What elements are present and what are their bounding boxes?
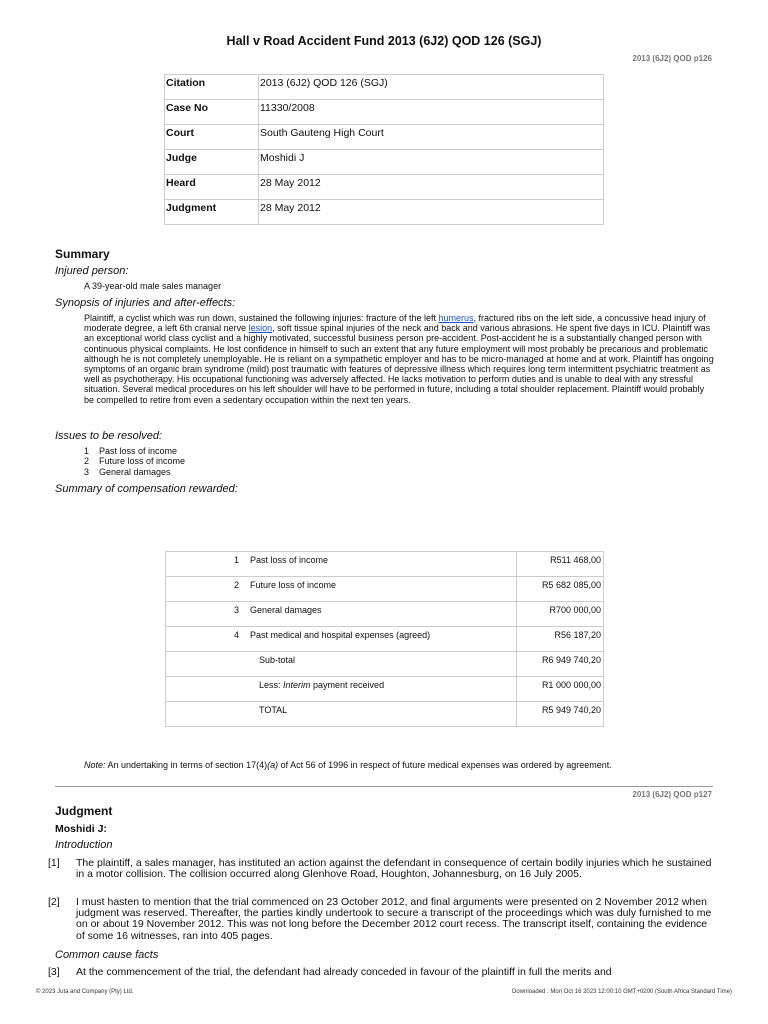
detail-label: Judgment <box>165 200 259 225</box>
row-amount: R700 000,00 <box>517 602 604 627</box>
note-italic: (a) <box>267 760 279 770</box>
less-payment-row <box>166 677 604 702</box>
row-amount: R511 468,00 <box>517 552 604 577</box>
row-label: Future loss of income <box>250 580 337 590</box>
row-description <box>166 627 517 652</box>
case-detail-row <box>165 75 604 100</box>
detail-value: South Gauteng High Court <box>259 125 604 150</box>
synopsis-text <box>84 313 714 405</box>
detail-label: Citation <box>165 75 259 100</box>
less-prefix: Less: <box>259 680 284 690</box>
detail-value: 11330/2008 <box>259 100 604 125</box>
paragraph-number: [1] <box>48 857 60 869</box>
paragraph-number: [2] <box>48 896 60 908</box>
row-description <box>166 552 517 577</box>
compensation-table <box>165 551 604 727</box>
case-detail-row <box>165 200 604 225</box>
injured-person-text: A 39-year-old male sales manager <box>84 281 222 291</box>
item-text: General damages <box>99 466 171 477</box>
row-label: Past medical and hospital expenses (agreed) <box>250 630 431 640</box>
table-row <box>166 627 604 652</box>
paragraph-text: At the commencement of the trial, the defendant had already conceded in favour of the plaintiff in full the merits and <box>76 966 612 978</box>
detail-value: 2013 (6J2) QOD 126 (SGJ) <box>259 75 604 100</box>
synopsis-part: Plaintiff, a cyclist which was run down, sustained the following injuries: fracture of the left <box>84 313 439 323</box>
row-label: General damages <box>250 605 322 615</box>
row-number: 4 <box>234 630 240 640</box>
total-amount: R5 949 740,20 <box>517 702 604 727</box>
less-italic: Interim <box>283 680 311 690</box>
total-row <box>166 702 604 727</box>
document-title: Hall v Road Accident Fund 2013 (6J2) QOD 126 (SGJ) <box>226 34 542 48</box>
item-number: 3 <box>84 466 90 477</box>
note-label: Note: <box>84 760 106 770</box>
paragraph <box>48 858 716 880</box>
page-reference: 2013 (6J2) QOD p126 <box>632 54 712 63</box>
synopsis-part: , soft tissue spinal injuries of the neck and back and various abrasions. He spent five days in ICU. Plaintiff was an exceptional world class cyclist and a highly motivated, successful business person pre-accident. Post-accident he is a substantially changed person with continuous physical complaints. He lost confidence in himself to such an extent that any future employment will most probably be precarious and problematic although he is not completely unemployable. He is reliant on a sympathetic employer and has to be micro-managed at home and at work. Plaintiff has ongoing symptoms of an organic brain syndrome (mild) post traumatic with features of depressive illness which requires long term intermittent psychiatric treatment as well as psychotherapy. His occupational functioning was adversely affected. He lacks motivation to perform duties and is unable to deal with any stressful situation. Several medical procedures on his left shoulder will have to be performed in future, including a total shoulder replacement. Plaintiff would probably be compelled to retire from even a sedentary occupation within the next ten years. <box>84 323 714 405</box>
injured-person-heading: Injured person: <box>55 265 129 277</box>
row-number: 2 <box>234 580 240 590</box>
compensation-heading: Summary of compensation rewarded: <box>55 483 238 495</box>
row-description <box>166 602 517 627</box>
note-text: of Act 56 of 1996 in respect of future medical expenses was ordered by agreement. <box>278 760 612 770</box>
paragraph <box>48 967 716 978</box>
case-detail-row <box>165 100 604 125</box>
case-detail-row <box>165 150 604 175</box>
row-amount: R56 187,20 <box>517 627 604 652</box>
paragraph <box>48 897 716 942</box>
item-text: Future loss of income <box>99 456 186 467</box>
paragraph-text: I must hasten to mention that the trial commenced on 23 October 2012, and final arguments were presented on 2 November 2012 when judgment was reserved. Thereafter, the parties kindly undertook to secure a transcript of the proceedings which was duly furnished to me on or about 19 November 2012. This was not long before the December 2012 court recess. The transcript itself, containing the evidence of some 16 witnesses, ran into 405 pages. <box>76 896 712 942</box>
list-item <box>84 456 185 466</box>
item-number: 1 <box>84 446 90 456</box>
case-detail-row <box>165 125 604 150</box>
humerus-link[interactable]: humerus <box>438 313 474 323</box>
paragraph-text: The plaintiff, a sales manager, has instituted an action against the defendant in consequence of certain bodily injuries which he sustained in a motor collision. The collision occurred along Glenhove Road, Houghton, Johannesburg, on 16 July 2005. <box>76 857 712 881</box>
table-row <box>166 602 604 627</box>
common-cause-heading: Common cause facts <box>55 949 159 961</box>
total-label: TOTAL <box>166 702 517 727</box>
detail-label: Judge <box>165 150 259 175</box>
summary-heading: Summary <box>55 247 110 261</box>
footer-copyright: © 2023 Juta and Company (Pty) Ltd. <box>36 989 134 995</box>
subtotal-label: Sub-total <box>166 652 517 677</box>
detail-label: Case No <box>165 100 259 125</box>
synopsis-part: , fractured ribs on the left side, a concussive head injury of moderate degree, a left 6th cranial nerve <box>84 313 706 334</box>
table-row <box>166 552 604 577</box>
footer-download-info: Downloaded : Mon Oct 16 2023 12:00:10 GMT+0200 (South Africa Standard Time) <box>512 989 732 995</box>
synopsis-heading: Synopsis of injuries and after-effects: <box>55 297 236 309</box>
table-row <box>166 577 604 602</box>
judge-name: Moshidi J: <box>55 823 107 835</box>
less-payment-label <box>166 677 517 702</box>
list-item <box>84 446 185 456</box>
introduction-heading: Introduction <box>55 839 113 851</box>
detail-label: Court <box>165 125 259 150</box>
row-amount: R5 682 085,00 <box>517 577 604 602</box>
case-details-table <box>164 74 604 225</box>
detail-label: Heard <box>165 175 259 200</box>
list-item <box>84 467 185 477</box>
detail-value: 28 May 2012 <box>259 175 604 200</box>
note <box>84 760 714 770</box>
row-label: Past loss of income <box>250 555 329 565</box>
subtotal-row <box>166 652 604 677</box>
item-number: 2 <box>84 456 90 467</box>
less-payment-amount: R1 000 000,00 <box>517 677 604 702</box>
subtotal-amount: R6 949 740,20 <box>517 652 604 677</box>
row-number: 3 <box>234 605 240 615</box>
page-reference: 2013 (6J2) QOD p127 <box>632 790 712 799</box>
page-divider <box>55 786 713 787</box>
lesion-link[interactable]: lesion <box>248 323 273 334</box>
judgment-heading: Judgment <box>55 804 113 818</box>
issues-list <box>84 446 185 477</box>
row-number: 1 <box>234 555 240 565</box>
case-detail-row <box>165 175 604 200</box>
less-suffix: payment received <box>310 680 385 690</box>
issues-heading: Issues to be resolved: <box>55 430 163 442</box>
paragraph-number: [3] <box>48 966 60 978</box>
item-text: Past loss of income <box>99 446 178 456</box>
note-text: An undertaking in terms of section 17(4) <box>105 760 268 770</box>
row-description <box>166 577 517 602</box>
detail-value: 28 May 2012 <box>259 200 604 225</box>
detail-value: Moshidi J <box>259 150 604 175</box>
